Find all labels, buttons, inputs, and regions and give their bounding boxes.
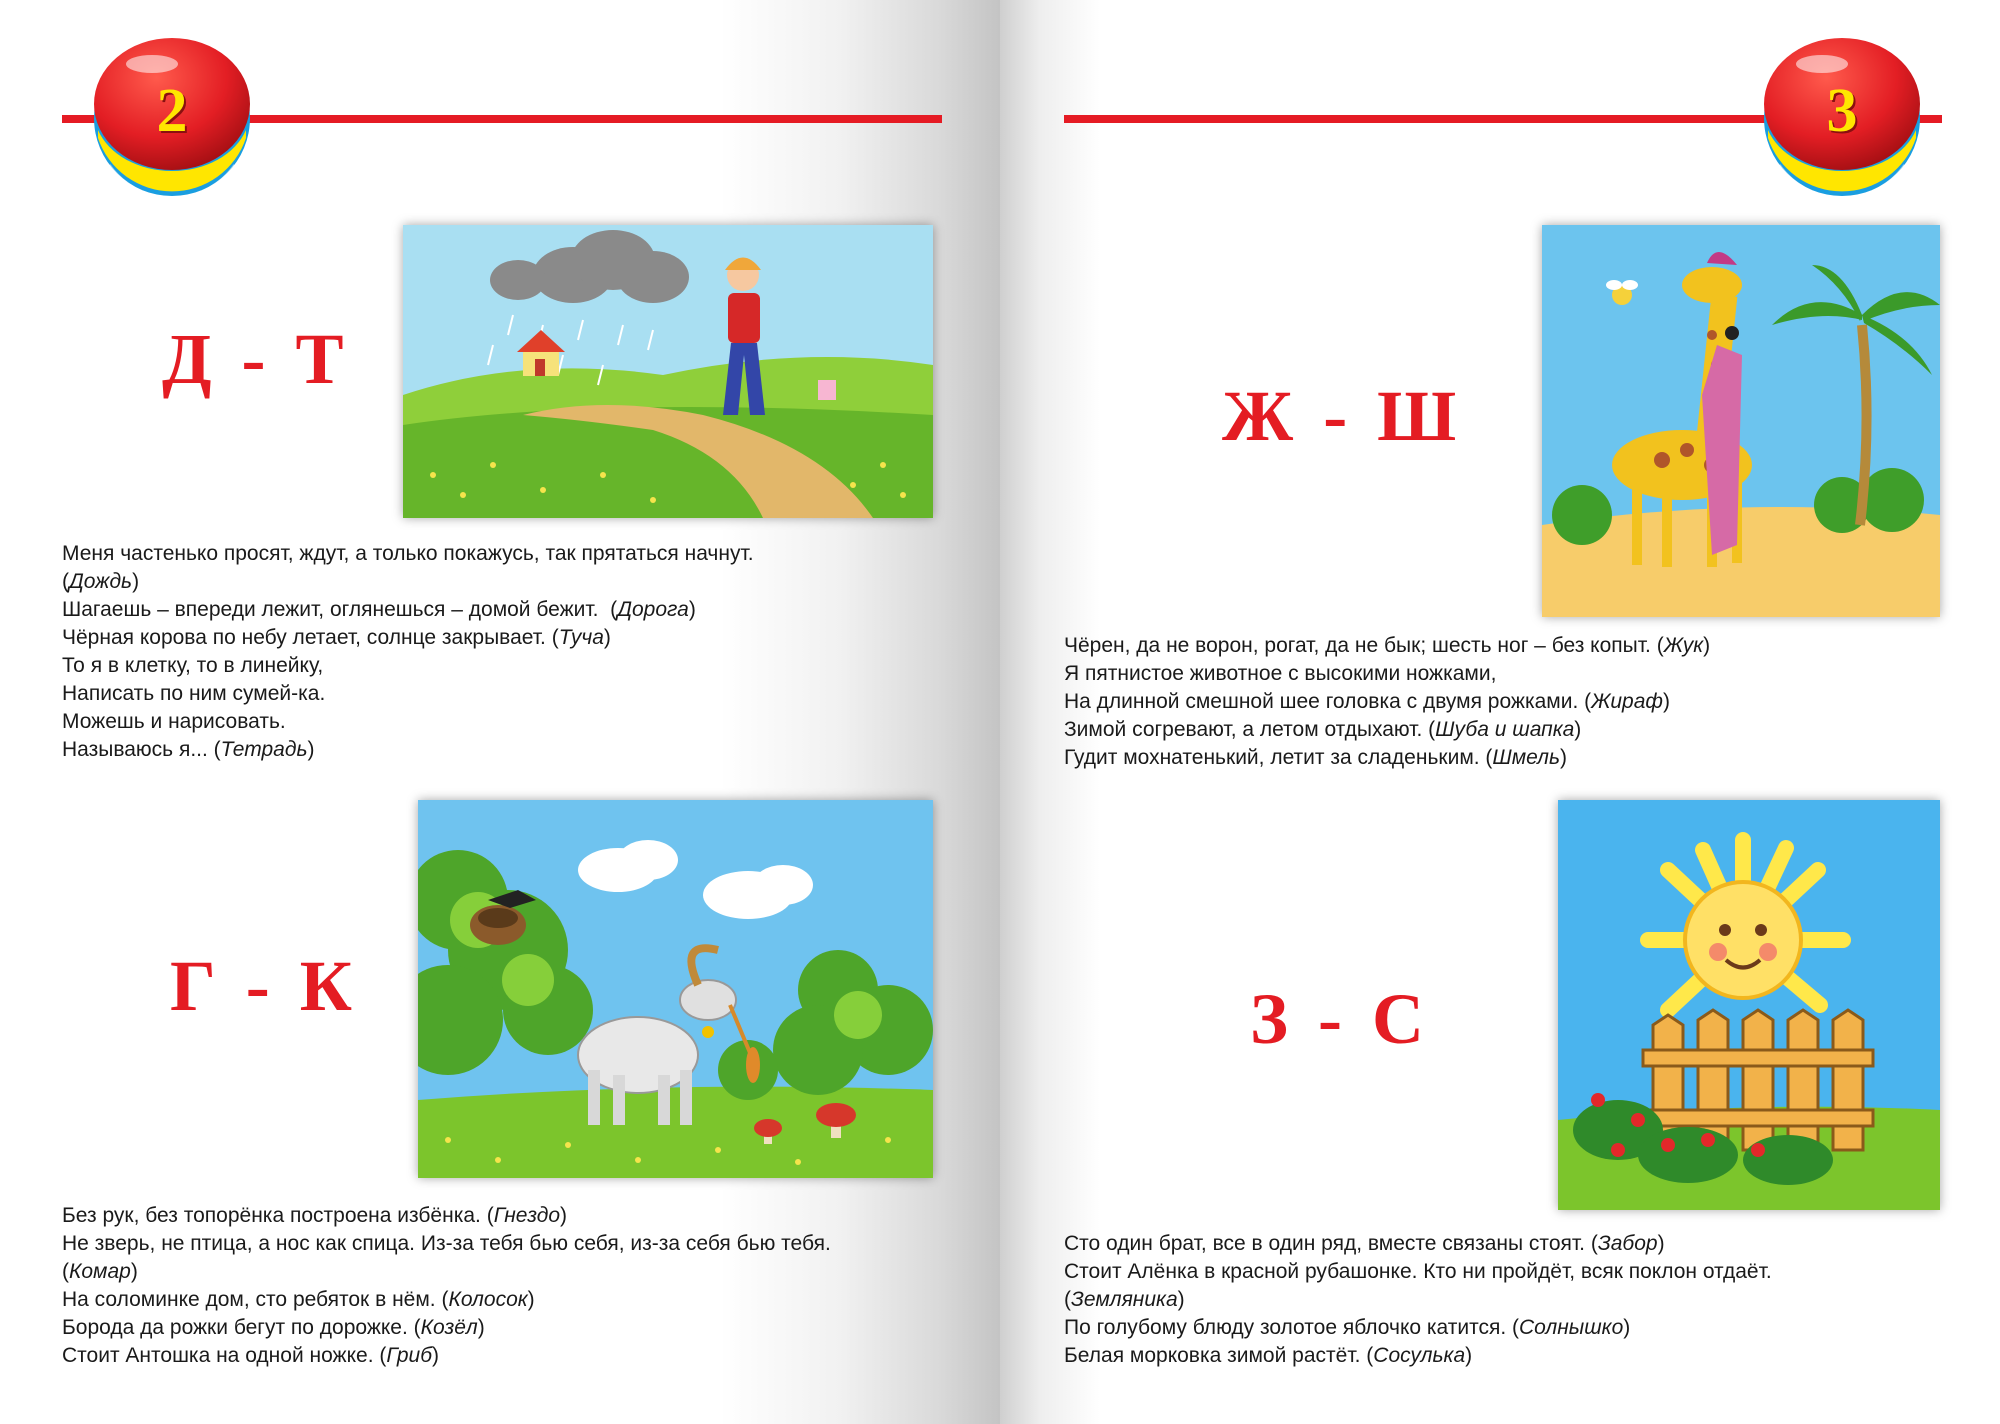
riddle-line: Гудит мохнатенький, летит за сладеньким. (Шмель) bbox=[1064, 746, 1568, 769]
riddle-answer: Тетрадь bbox=[220, 738, 308, 761]
illustration-rain-girl bbox=[403, 225, 933, 518]
riddle-line: Не зверь, не птица, а нос как спица. Из-за тебя бью себя, из-за себя бью тебя. bbox=[62, 1232, 831, 1255]
illustration-goat bbox=[418, 800, 933, 1178]
riddle-answer: Гнездо bbox=[493, 1204, 561, 1227]
riddle-line: Белая морковка зимой растёт. (Сосулька) bbox=[1064, 1344, 1473, 1367]
riddle-answer: Колосок bbox=[448, 1288, 528, 1311]
riddle-answer: Солнышко bbox=[1519, 1316, 1624, 1339]
illustration-giraffe bbox=[1542, 225, 1940, 617]
riddle-line: Написать по ним сумей-ка. bbox=[62, 682, 326, 705]
illustration-sun-fence bbox=[1558, 800, 1940, 1210]
riddle-answer: Забор bbox=[1597, 1232, 1658, 1255]
riddle-answer: Туча bbox=[558, 626, 604, 649]
page-number: 2 bbox=[156, 77, 188, 145]
riddle-line: Борода да рожки бегут по дорожке. (Козёл) bbox=[62, 1316, 485, 1339]
riddles-d-t bbox=[62, 540, 754, 764]
page-number-ball bbox=[88, 34, 256, 202]
letter-pair-z-s: З - С bbox=[1250, 979, 1430, 1059]
riddle-answer: Козёл bbox=[420, 1316, 478, 1339]
riddle-line: (Дождь) bbox=[62, 570, 140, 593]
riddle-line: Чёрен, да не ворон, рогат, да не бык; шесть ног – без копыт. (Жук) bbox=[1064, 634, 1711, 657]
riddle-answer: Шмель bbox=[1492, 746, 1561, 769]
riddles-z-s bbox=[1064, 1230, 1772, 1370]
riddle-line: Чёрная корова по небу летает, солнце закрывает. (Туча) bbox=[62, 626, 611, 649]
riddle-line: Сто один брат, все в один ряд, вместе связаны стоят. (Забор) bbox=[1064, 1232, 1665, 1255]
riddle-line: Можешь и нарисовать. bbox=[62, 710, 286, 733]
right-page bbox=[1000, 0, 2000, 1424]
page-number: 3 bbox=[1826, 77, 1858, 145]
riddle-answer: Жираф bbox=[1591, 690, 1663, 713]
riddle-answer: Шуба и шапка bbox=[1435, 718, 1575, 741]
letter-pair-g-k: Г - К bbox=[170, 946, 358, 1026]
riddles-zh-sh bbox=[1064, 632, 1710, 772]
riddle-line: Без рук, без топорёнка построена избёнка. (Гнездо) bbox=[62, 1204, 568, 1227]
riddle-answer: Сосулька bbox=[1373, 1344, 1466, 1367]
riddle-line: Стоит Алёнка в красной рубашонке. Кто ни пройдёт, всяк поклон отдаёт. bbox=[1064, 1260, 1772, 1283]
riddle-line: То я в клетку, то в линейку, bbox=[62, 654, 324, 677]
riddle-line: Стоит Антошка на одной ножке. (Гриб) bbox=[62, 1344, 440, 1367]
riddle-line: Меня частенько просят, ждут, а только покажусь, так прятаться начнут. bbox=[62, 542, 754, 565]
riddles-g-k bbox=[62, 1202, 831, 1370]
letter-pair-zh-sh: Ж - Ш bbox=[1222, 376, 1463, 456]
riddle-line: Называюсь я... (Тетрадь) bbox=[62, 738, 315, 761]
riddle-line: (Земляника) bbox=[1064, 1288, 1185, 1311]
riddle-line: На соломинке дом, сто ребяток в нём. (Колосок) bbox=[62, 1288, 535, 1311]
riddle-line: (Комар) bbox=[62, 1260, 138, 1283]
riddle-line: На длинной смешной шее головка с двумя рожками. (Жираф) bbox=[1064, 690, 1670, 713]
riddle-line: Зимой согревают, а летом отдыхают. (Шуба и шапка) bbox=[1064, 718, 1582, 741]
riddle-answer: Комар bbox=[69, 1260, 131, 1283]
riddle-answer: Земляника bbox=[1071, 1288, 1178, 1311]
riddle-line: Шагаешь – впереди лежит, оглянешься – домой бежит. (Дорога) bbox=[62, 598, 696, 621]
riddle-line: По голубому блюду золотое яблочко катится. (Солнышко) bbox=[1064, 1316, 1631, 1339]
riddle-answer: Гриб bbox=[386, 1344, 433, 1367]
riddle-answer: Дождь bbox=[69, 570, 133, 593]
riddle-line: Я пятнистое животное с высокими ножками, bbox=[1064, 662, 1497, 685]
letter-pair-d-t: Д - Т bbox=[162, 319, 350, 399]
page-number-ball bbox=[1758, 34, 1926, 202]
riddle-answer: Жук bbox=[1663, 634, 1704, 657]
riddle-answer: Дорога bbox=[617, 598, 689, 621]
